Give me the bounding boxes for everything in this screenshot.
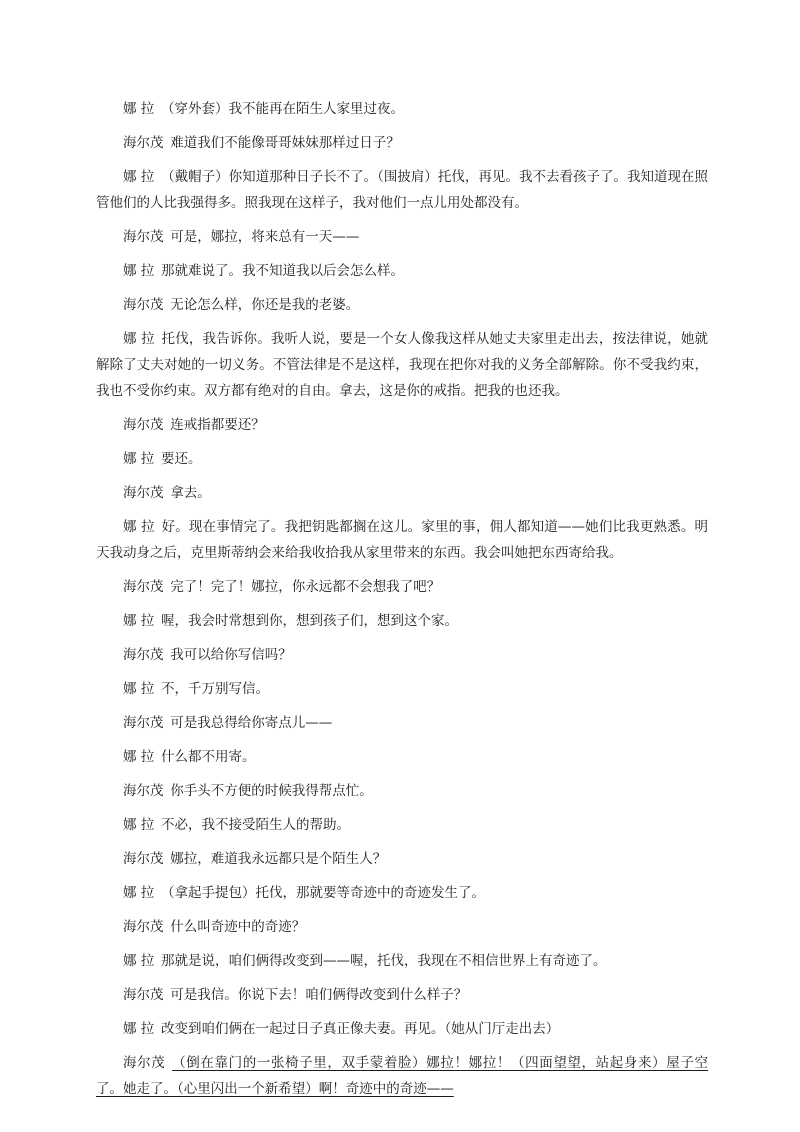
speaker-name: 娜 拉	[123, 451, 155, 467]
speaker-name: 娜 拉	[123, 953, 155, 969]
speech-text: 你手头不方便的时候我得帮点忙。	[170, 783, 373, 799]
dialogue-line	[96, 676, 708, 702]
speech-text: 完了！完了！娜拉，你永远都不会想我了吧？	[170, 579, 441, 595]
speaker-name: 娜 拉	[123, 613, 155, 629]
dialogue-line	[96, 96, 708, 122]
dialogue-line	[96, 846, 708, 872]
speaker-name: 海尔茂	[123, 987, 164, 1003]
speech-text: 拿去。	[170, 485, 211, 501]
speech-text: 连戒指都要还？	[170, 417, 265, 433]
speech-text: 娜拉，难道我永远都只是个陌生人？	[170, 851, 387, 867]
dialogue-line	[96, 164, 708, 216]
dialogue-line	[96, 258, 708, 284]
speech-text: 可是我总得给你寄点儿——	[170, 715, 333, 731]
dialogue-line	[96, 514, 708, 566]
speech-text: 我可以给你写信吗？	[170, 647, 292, 663]
dialogue-line	[96, 1050, 708, 1102]
dialogue-line	[96, 574, 708, 600]
speaker-name: 海尔茂	[123, 579, 164, 595]
speech-text: 难道我们不能像哥哥妹妹那样过日子？	[170, 135, 400, 151]
speech-text: 好。现在事情完了。我把钥匙都搁在这儿。家里的事，佣人都知道——她们比我更熟悉。明天我动身之后，克里斯蒂纳会来给我收拾我从家里带来的东西。我会叫她把东西寄给我。	[96, 519, 709, 561]
speaker-name: 娜 拉	[123, 749, 155, 765]
dialogue-line	[96, 948, 708, 974]
speech-text: 改变到咱们俩在一起过日子真正像夫妻。再见。（她从门厅走出去）	[161, 1021, 560, 1037]
speech-text: （拿起手提包）托伐，那就要等奇迹中的奇迹发生了。	[161, 885, 486, 901]
speaker-name: 海尔茂	[123, 851, 164, 867]
dialogue-line	[96, 880, 708, 906]
dialogue-line	[96, 480, 708, 506]
speaker-name: 娜 拉	[123, 817, 155, 833]
speech-text: （穿外套）我不能再在陌生人家里过夜。	[161, 101, 405, 117]
speaker-name: 娜 拉	[123, 263, 155, 279]
speaker-name: 海尔茂	[123, 1055, 166, 1071]
dialogue-line	[96, 1016, 708, 1042]
dialogue-line	[96, 744, 708, 770]
speech-text: 要还。	[161, 451, 202, 467]
speaker-name: 娜 拉	[123, 169, 155, 185]
speaker-name: 娜 拉	[123, 101, 155, 117]
speech-text: 不必，我不接受陌生人的帮助。	[161, 817, 351, 833]
speaker-name: 海尔茂	[123, 417, 164, 433]
dialogue-line	[96, 914, 708, 940]
speech-text: 什么都不用寄。	[161, 749, 256, 765]
dialogue-line	[96, 608, 708, 634]
speaker-name: 海尔茂	[123, 919, 164, 935]
speaker-name: 海尔茂	[123, 135, 164, 151]
speaker-name: 海尔茂	[123, 485, 164, 501]
speaker-name: 娜 拉	[123, 519, 155, 535]
dialogue-line	[96, 446, 708, 472]
speech-text: （戴帽子）你知道那种日子长不了。（围披肩）托伐，再见。我不去看孩子了。我知道现在照管他们的人比我强得多。照我现在这样子，我对他们一点儿用处都没有。	[96, 169, 709, 211]
speech-text: 什么叫奇迹中的奇迹？	[170, 919, 306, 935]
speaker-name: 娜 拉	[123, 885, 155, 901]
dialogue-line	[96, 412, 708, 438]
speaker-name: 海尔茂	[123, 647, 164, 663]
speech-text: 可是，娜拉，将来总有一天——	[170, 229, 360, 245]
speech-text: 不，千万别写信。	[161, 681, 270, 697]
speaker-name: 娜 拉	[123, 681, 155, 697]
speaker-name: 海尔茂	[123, 715, 164, 731]
speaker-name: 娜 拉	[123, 331, 155, 347]
dialogue-line	[96, 292, 708, 318]
dialogue-line	[96, 224, 708, 250]
speaker-name: 海尔茂	[123, 229, 164, 245]
dialogue-line	[96, 982, 708, 1008]
dialogue-line	[96, 326, 708, 404]
speech-text: （倒在靠门的一张椅子里，双手蒙着脸）娜拉！娜拉！（四面望望，站起身来）屋子空了。她走了。（心里闪出一个新希望）啊！奇迹中的奇迹——	[96, 1055, 709, 1097]
dialogue-text	[96, 96, 708, 1102]
speech-text: 那就是说，咱们俩得改变到——喔，托伐，我现在不相信世界上有奇迹了。	[161, 953, 607, 969]
speaker-name: 海尔茂	[123, 297, 164, 313]
speech-text: 可是我信。你说下去！咱们俩得改变到什么样子？	[170, 987, 468, 1003]
speaker-name: 娜 拉	[123, 1021, 155, 1037]
dialogue-line	[96, 642, 708, 668]
speaker-name: 海尔茂	[123, 783, 164, 799]
speech-text: 无论怎么样，你还是我的老婆。	[170, 297, 360, 313]
dialogue-line	[96, 710, 708, 736]
speech-text: 喔，我会时常想到你，想到孩子们，想到这个家。	[161, 613, 459, 629]
speech-text: 托伐，我告诉你。我听人说，要是一个女人像我这样从她丈夫家里走出去，按法律说，她就解除了丈夫对她的一切义务。不管法律是不是这样，我现在把你对我的义务全部解除。你不受我约束，我也不受你约束。双方都有绝对的自由。拿去，这是你的戒指。把我的也还我。	[96, 331, 709, 399]
dialogue-line	[96, 130, 708, 156]
speech-text: 那就难说了。我不知道我以后会怎么样。	[161, 263, 405, 279]
dialogue-line	[96, 778, 708, 804]
dialogue-line	[96, 812, 708, 838]
